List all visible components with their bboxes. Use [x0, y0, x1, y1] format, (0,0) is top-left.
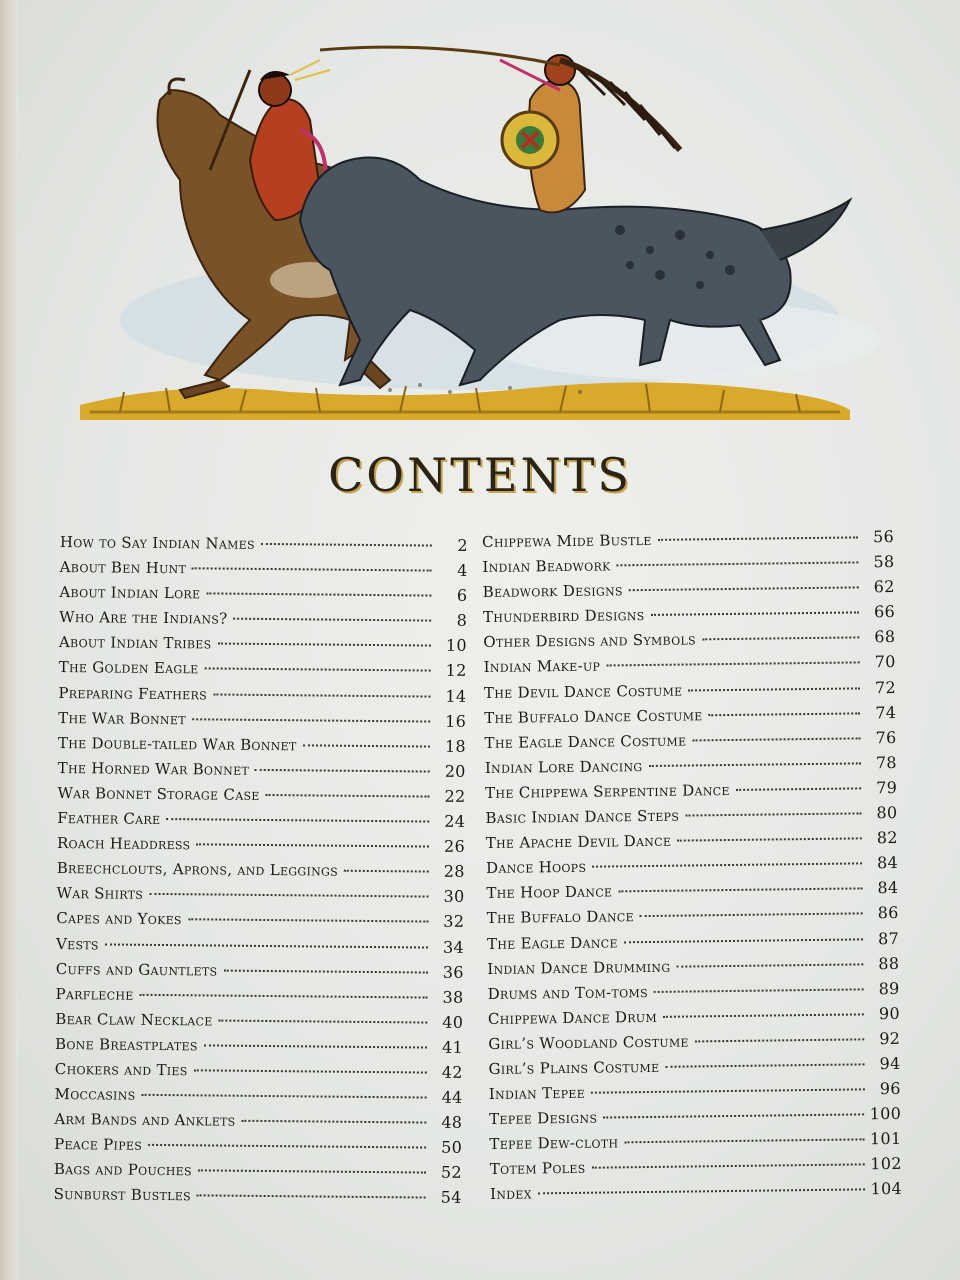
toc-entry [55, 984, 463, 1013]
toc-entry-page: 68 [874, 627, 896, 647]
toc-leader-dots [654, 988, 864, 993]
toc-leader-dots [266, 794, 430, 798]
toc-entry [56, 933, 464, 962]
toc-entry [54, 1084, 462, 1113]
toc-entry-title: The War Bonnet [58, 708, 186, 728]
toc-entry [55, 1009, 463, 1038]
toc-entry-title: Bags and Pouches [53, 1160, 192, 1180]
toc-entry [57, 833, 465, 862]
toc-entry-page: 24 [444, 811, 466, 831]
toc-leader-dots [140, 993, 428, 998]
toc-entry-title: Chippewa Mide Bustle [482, 530, 652, 551]
toc-entry-page: 76 [875, 727, 897, 747]
toc-entry [490, 1179, 902, 1209]
toc-entry-title: War Bonnet Storage Case [57, 783, 260, 804]
toc-leader-dots [648, 762, 860, 767]
toc-leader-dots [206, 593, 431, 597]
toc-entry-title: The Eagle Dance Costume [484, 731, 687, 752]
toc-entry [54, 1159, 462, 1188]
toc-entry-title: The Eagle Dance [486, 932, 618, 953]
toc-entry-title: Beadwork Designs [482, 581, 623, 602]
toc-entry [59, 607, 467, 636]
toc-leader-dots [242, 1120, 427, 1124]
toc-leader-dots [624, 938, 863, 943]
toc-entry [54, 1109, 462, 1138]
toc-entry-title: Indian Make-up [483, 657, 601, 677]
toc-entry-title: Drums and Tom-toms [487, 982, 648, 1003]
toc-entry-page: 36 [442, 962, 464, 982]
toc-entry-page: 52 [440, 1163, 462, 1183]
toc-entry-title: The Buffalo Dance Costume [484, 705, 703, 727]
toc-entry-page: 74 [875, 702, 897, 722]
toc-leader-dots [606, 662, 859, 667]
toc-entry-title: The Chippewa Serpentine Dance [485, 780, 730, 802]
toc-entry-title: Indian Lore Dancing [484, 756, 643, 777]
toc-entry-title: War Shirts [56, 884, 144, 904]
toc-entry [56, 908, 464, 937]
toc-leader-dots [591, 1088, 865, 1093]
toc-leader-dots [149, 893, 428, 898]
toc-entry-title: Thunderbird Designs [482, 606, 645, 627]
toc-leader-dots [192, 718, 430, 722]
toc-entry [59, 657, 467, 686]
toc-entry-title: The Golden Eagle [58, 658, 199, 678]
toc-entry-page: 78 [875, 752, 897, 773]
toc-entry-title: Sunburst Bustles [53, 1185, 192, 1205]
toc-entry-page: 104 [870, 1179, 903, 1199]
toc-entry-title: Roach Headdress [56, 834, 191, 854]
toc-entry-title: Chokers and Ties [54, 1059, 188, 1080]
toc-entry [54, 1134, 462, 1163]
page-edge [0, 0, 18, 1280]
toc-entry-page: 62 [873, 577, 895, 597]
toc-entry-page: 90 [878, 1003, 901, 1023]
toc-entry [58, 758, 466, 787]
toc-leader-dots [702, 637, 859, 641]
toc-entry [53, 1184, 461, 1213]
toc-leader-dots [197, 1195, 426, 1199]
toc-leader-dots [665, 1063, 864, 1067]
toc-entry-page: 87 [877, 928, 900, 948]
toc-entry-page: 44 [441, 1087, 463, 1107]
toc-entry-page: 40 [442, 1012, 464, 1032]
toc-leader-dots [148, 1144, 426, 1149]
toc-entry-page: 54 [440, 1188, 462, 1208]
toc-leader-dots [692, 737, 860, 741]
toc-leader-dots [166, 818, 429, 823]
toc-entry-title: Who Are the Indians? [59, 608, 228, 628]
toc-entry-title: About Ben Hunt [59, 558, 187, 578]
toc-entry-title: Indian Beadwork [482, 556, 611, 577]
toc-entry-page: 72 [874, 677, 897, 697]
toc-leader-dots [188, 919, 428, 923]
toc-entry-title: Indian Tepee [488, 1083, 586, 1104]
toc-entry-title: About Indian Lore [59, 583, 201, 603]
toc-entry-page: 66 [873, 602, 896, 622]
toc-entry-page: 70 [874, 652, 896, 672]
toc-entry-title: Preparing Feathers [58, 683, 208, 703]
toc-leader-dots [629, 587, 859, 592]
toc-entry-page: 8 [456, 611, 468, 631]
toc-entry-title: Girl’s Woodland Costume [488, 1032, 689, 1053]
toc-entry-page: 4 [457, 560, 468, 581]
toc-entry-page: 28 [443, 861, 465, 882]
toc-entry-title: Bone Breastplates [55, 1034, 198, 1055]
toc-entry-title: The Double-tailed War Bonnet [57, 733, 297, 755]
toc-entry-page: 79 [876, 777, 898, 798]
toc-leader-dots [105, 943, 428, 948]
toc-entry [57, 858, 465, 887]
toc-entry-page: 84 [876, 853, 899, 873]
toc-entry-page: 80 [876, 802, 898, 823]
toc-entry-page: 14 [445, 686, 467, 706]
toc-entry-page: 22 [444, 786, 466, 806]
toc-entry-page: 96 [879, 1078, 901, 1099]
toc-leader-dots [736, 787, 861, 791]
toc-entry-page: 16 [445, 711, 467, 731]
toc-leader-dots [624, 1139, 864, 1144]
toc-entry-page: 38 [442, 987, 464, 1007]
toc-leader-dots [213, 693, 430, 697]
toc-leader-dots [618, 888, 862, 893]
toc-entry [60, 557, 468, 586]
toc-entry-page: 20 [444, 761, 466, 781]
toc-entry-page: 94 [879, 1053, 901, 1074]
toc-entry-page: 56 [873, 526, 895, 547]
toc-entry-page: 26 [443, 836, 466, 857]
toc-leader-dots [255, 769, 430, 773]
toc-entry-title: The Apache Devil Dance [485, 831, 672, 853]
toc-entry-title: Capes and Yokes [56, 909, 182, 929]
toc-entry-page: 84 [877, 878, 899, 898]
toc-entry-title: Chippewa Dance Drum [487, 1007, 658, 1028]
toc-leader-dots [592, 863, 862, 868]
toc-entry-page: 101 [869, 1129, 902, 1149]
toc-entry-title: Other Designs and Symbols [483, 630, 697, 652]
toc-entry [56, 959, 464, 988]
toc-entry-page: 2 [457, 535, 468, 555]
toc-leader-dots [538, 1189, 865, 1195]
two-indian-riders-on-horses-illustration [60, 20, 880, 430]
toc-entry-title: How to Say Indian Names [59, 532, 255, 553]
toc-leader-dots [204, 668, 430, 672]
toc-entry-page: 12 [445, 661, 467, 681]
toc-leader-dots [233, 618, 431, 622]
toc-entry-title: Feather Care [57, 809, 161, 829]
toc-leader-dots [688, 687, 860, 691]
toc-leader-dots [261, 543, 432, 547]
toc-leader-dots [192, 567, 432, 571]
toc-entry-title: Index [489, 1184, 532, 1204]
toc-entry [58, 708, 466, 737]
toc-leader-dots [194, 1069, 427, 1073]
toc-leader-dots [223, 969, 427, 973]
toc-entry-page: 50 [441, 1137, 463, 1158]
toc-entry-title: Tepee Dew-cloth [489, 1133, 619, 1154]
toc-entry [59, 632, 467, 661]
toc-leader-dots [196, 843, 429, 847]
toc-entry-title: Indian Dance Drumming [487, 957, 671, 978]
toc-entry-title: Basic Indian Dance Steps [485, 806, 680, 828]
toc-entry-page: 18 [444, 736, 467, 756]
toc-entry [55, 1034, 463, 1063]
toc-entry-title: Cuffs and Gauntlets [55, 959, 218, 980]
toc-entry-title: The Devil Dance Costume [483, 681, 683, 702]
toc-leader-dots [658, 536, 858, 540]
toc-leader-dots [617, 561, 859, 566]
toc-entry [57, 783, 465, 812]
toc-entry-page: 34 [442, 937, 465, 957]
toc-entry-page: 42 [441, 1062, 463, 1082]
page-title: CONTENTS [328, 448, 632, 502]
toc-entry-page: 89 [878, 978, 900, 998]
toc-leader-dots [219, 1019, 428, 1023]
toc-leader-dots [303, 744, 430, 747]
toc-entry-page: 86 [877, 903, 899, 923]
toc-entry-title: Totem Poles [489, 1159, 586, 1179]
toc-leader-dots [685, 812, 861, 816]
toc-leader-dots [709, 712, 861, 716]
toc-entry-title: Girl’s Plains Costume [488, 1057, 660, 1078]
toc-entry-page: 100 [869, 1104, 902, 1124]
toc-entry-title: Moccasins [54, 1085, 136, 1104]
toc-entry-title: About Indian Tribes [58, 633, 212, 653]
toc-entry-title: Vests [55, 934, 99, 953]
toc-entry-title: Breechclouts, Aprons, and Leggings [56, 859, 339, 880]
toc-entry-title: Parfleche [55, 984, 134, 1004]
toc-entry [56, 883, 464, 912]
toc-entry [58, 733, 466, 762]
toc-leader-dots [591, 1164, 864, 1169]
toc-leader-dots [651, 612, 859, 617]
toc-entry [60, 532, 468, 561]
toc-leader-dots [198, 1170, 426, 1174]
toc-leader-dots [677, 838, 862, 842]
toc-entry-page: 30 [443, 887, 465, 907]
toc-entry-page: 82 [876, 828, 898, 848]
toc-entry-title: Dance Hoops [485, 857, 587, 878]
toc-entry-title: The Horned War Bonnet [57, 758, 250, 779]
toc-leader-dots [603, 1114, 863, 1119]
toc-leader-dots [663, 1013, 864, 1017]
toc-entry-page: 48 [441, 1112, 463, 1133]
toc-entry-page: 41 [442, 1037, 464, 1057]
toc-right-column [482, 527, 902, 1210]
toc-leader-dots [695, 1038, 864, 1042]
toc-entry-title: Arm Bands and Anklets [54, 1110, 236, 1130]
toc-entry [59, 582, 467, 611]
toc-entry-page: 88 [878, 953, 900, 973]
toc-entry [58, 683, 466, 712]
toc-entry-title: Bear Claw Necklace [55, 1009, 213, 1030]
toc-entry-title: Peace Pipes [54, 1135, 143, 1155]
toc-entry-page: 6 [456, 586, 468, 606]
toc-entry [57, 808, 465, 837]
toc-leader-dots [676, 963, 863, 967]
toc-entry-title: The Buffalo Dance [486, 907, 635, 928]
toc-entry-title: Tepee Designs [489, 1108, 598, 1129]
toc-entry-page: 58 [873, 552, 895, 572]
toc-entry-page: 32 [443, 912, 465, 932]
toc-left-column [53, 532, 467, 1213]
toc-leader-dots [344, 870, 429, 873]
toc-entry-page: 102 [870, 1154, 902, 1174]
toc-leader-dots [217, 643, 430, 647]
toc-leader-dots [640, 913, 863, 918]
toc-entry [55, 1059, 463, 1088]
toc-entry-page: 10 [445, 636, 468, 656]
toc-leader-dots [204, 1044, 427, 1048]
toc-entry-title: The Hoop Dance [486, 882, 613, 903]
toc-leader-dots [141, 1094, 426, 1099]
toc-entry-page: 92 [879, 1028, 901, 1049]
